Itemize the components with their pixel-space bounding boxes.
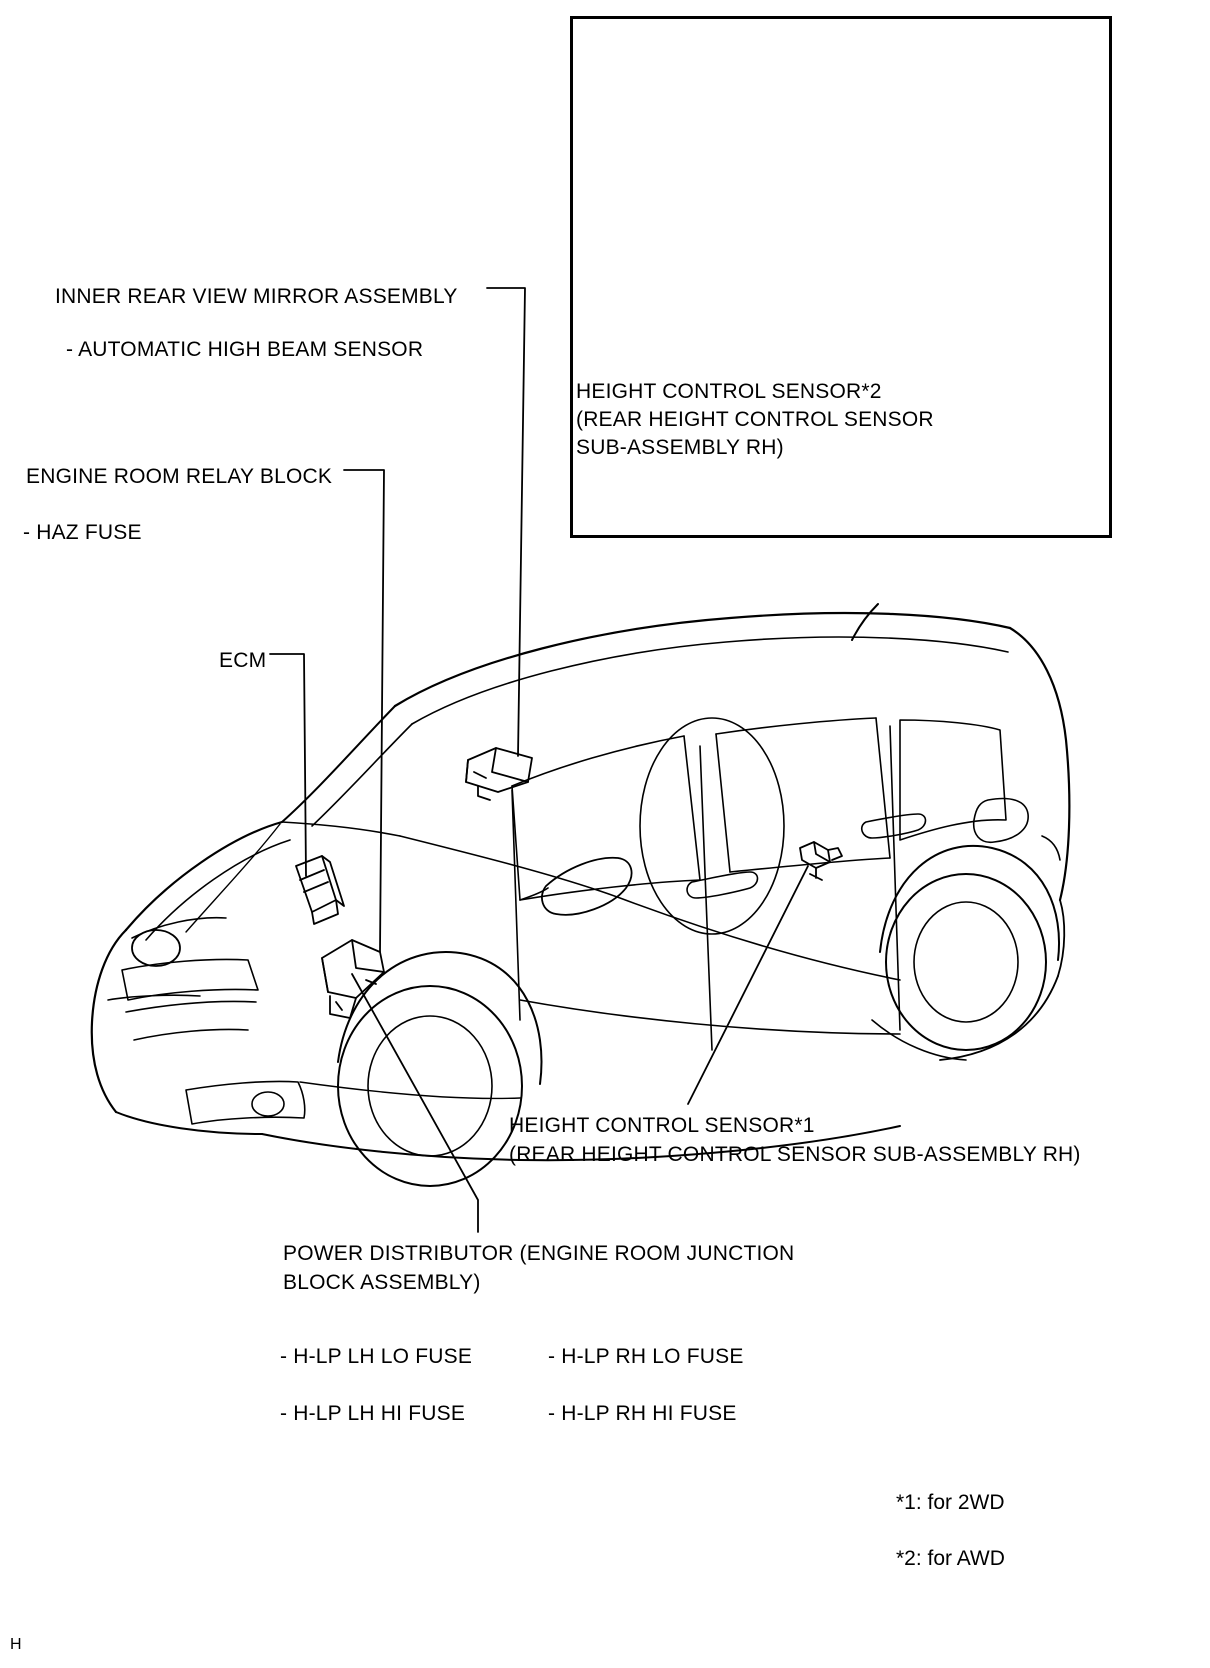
label-inner-rear-view-mirror-assembly: INNER REAR VIEW MIRROR ASSEMBLY: [55, 285, 458, 308]
label-haz-fuse: - HAZ FUSE: [23, 521, 142, 544]
label-h-lp-rh-lo-fuse: - H-LP RH LO FUSE: [548, 1345, 744, 1368]
label-height-control-sensor-1-sub: (REAR HEIGHT CONTROL SENSOR SUB-ASSEMBLY RH): [509, 1143, 1081, 1166]
label-ecm: ECM: [219, 649, 267, 672]
footnote-2wd: *1: for 2WD: [896, 1491, 1005, 1514]
ecm-component: [296, 856, 344, 924]
label-power-distributor-line-1: POWER DISTRIBUTOR (ENGINE ROOM JUNCTION: [283, 1242, 795, 1265]
label-h-lp-lh-lo-fuse: - H-LP LH LO FUSE: [280, 1345, 473, 1368]
main-vehicle-outline: [92, 604, 1070, 1186]
inset-callout-line-1: HEIGHT CONTROL SENSOR*2: [576, 380, 882, 403]
inset-callout-line-2: (REAR HEIGHT CONTROL SENSOR: [576, 408, 934, 431]
height-control-sensor-component: [800, 842, 842, 880]
footnote-awd: *2: for AWD: [896, 1547, 1005, 1570]
label-h-lp-rh-hi-fuse: - H-LP RH HI FUSE: [548, 1402, 737, 1425]
label-engine-room-relay-block: ENGINE ROOM RELAY BLOCK: [26, 465, 333, 488]
page-corner-mark: H: [10, 1636, 22, 1653]
inset-callout-line-3: SUB-ASSEMBLY RH): [576, 436, 784, 459]
label-height-control-sensor-1: HEIGHT CONTROL SENSOR*1: [509, 1114, 815, 1137]
label-automatic-high-beam-sensor: - AUTOMATIC HIGH BEAM SENSOR: [66, 338, 424, 361]
inner-rear-view-mirror-component: [466, 748, 532, 800]
label-h-lp-lh-hi-fuse: - H-LP LH HI FUSE: [280, 1402, 466, 1425]
label-power-distributor-line-2: BLOCK ASSEMBLY): [283, 1271, 481, 1294]
